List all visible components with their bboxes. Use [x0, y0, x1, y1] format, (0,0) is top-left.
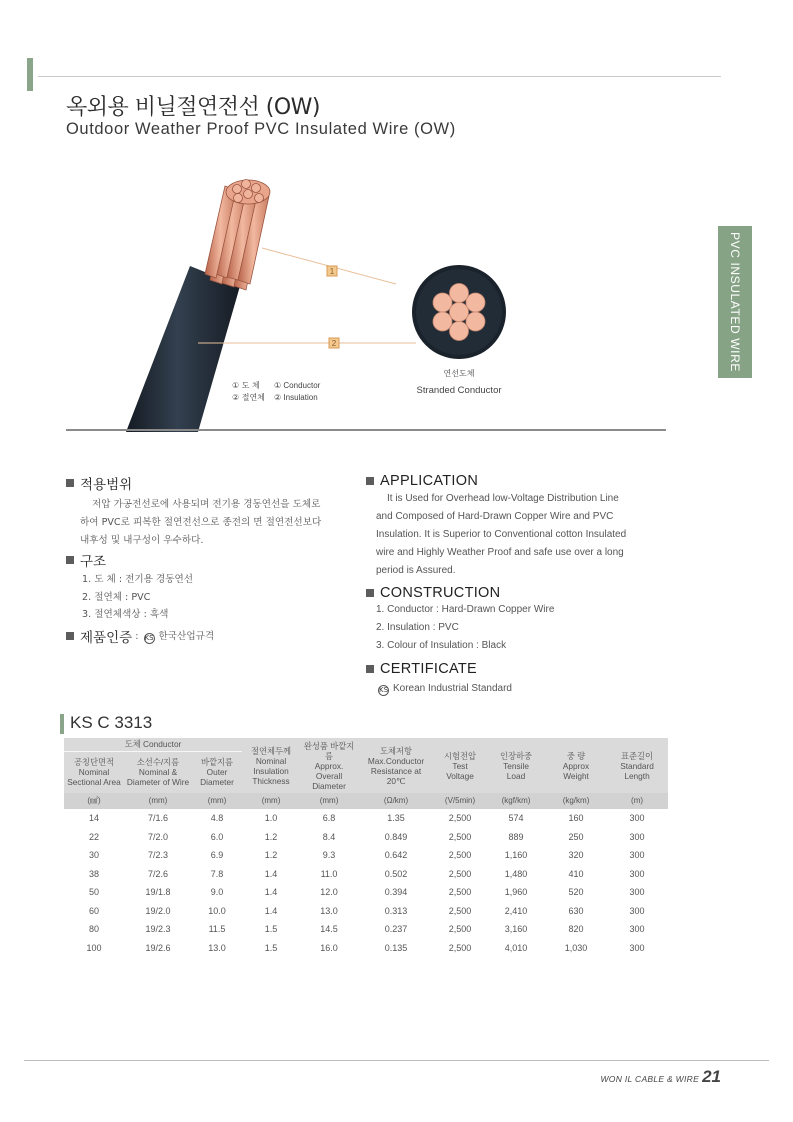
header-line: Voltage	[446, 770, 474, 781]
table-cell: 630	[568, 905, 584, 916]
unit-cell: (㎟)	[64, 793, 124, 809]
table-cell: 1,480	[504, 868, 528, 879]
table-cell: 7/1.6	[147, 813, 169, 824]
header-line: 바깥지름	[200, 757, 234, 768]
table-cell: 11.0	[320, 868, 338, 879]
application-en-line: wire and Highly Weather Proof and safe use over a long	[376, 547, 624, 558]
header-overall-diameter	[300, 738, 358, 793]
application-ko-heading	[66, 473, 352, 493]
header-line: 인장하중	[500, 750, 533, 761]
table-cell: 16.0	[320, 942, 338, 953]
construction-en-heading-text: CONSTRUCTION	[380, 585, 501, 601]
header-tensile-load	[486, 738, 546, 793]
construction-ko-list	[66, 571, 352, 624]
table-cell: 7/2.0	[147, 831, 169, 842]
application-ko-line: 하여 PVC로 피복한 절연전선으로 종전의 면 절연전선보다	[80, 517, 322, 528]
unit-cell: (mm)	[300, 793, 358, 809]
bullet-square	[366, 589, 374, 597]
table-cell: 2,500	[448, 831, 472, 842]
table-cell: 10.0	[208, 905, 226, 916]
callout-marker-insulation	[329, 338, 339, 348]
unit-cell: (mm)	[192, 793, 242, 809]
header-line: Approx.	[314, 760, 344, 771]
table-units-row	[64, 793, 668, 809]
application-ko-line: 저압 가공전선로에 사용되며 전기용 경동연선을 도체로	[92, 499, 321, 510]
legend-ko-conductor: ① 도 체	[232, 381, 260, 390]
table-cell: 60	[88, 905, 99, 916]
header-line: 중 량	[566, 750, 586, 761]
table-cell: 1.5	[264, 924, 278, 935]
table-cell: 4,010	[504, 942, 528, 953]
application-ko-section	[66, 473, 352, 550]
table-cell: 38	[88, 868, 99, 879]
table-cell: 2,500	[448, 887, 472, 898]
table-cell: 2,500	[448, 868, 472, 879]
legend-en-insulation: ② Insulation	[274, 393, 318, 402]
wire-insulation-jacket	[126, 266, 240, 432]
cross-section-diagram	[412, 265, 506, 359]
header-line: 20℃	[386, 775, 406, 786]
header-line: Nominal &	[138, 767, 178, 778]
table-cell: 6.9	[210, 850, 224, 861]
unit-cell: (kg/km)	[546, 793, 606, 809]
table-cell: 3,160	[504, 924, 528, 935]
table-cell: 19/1.8	[145, 887, 171, 898]
standard-accent-bar	[60, 714, 64, 734]
table-row	[64, 865, 668, 884]
header-line: Test	[452, 760, 468, 771]
cross-section-label-en: Stranded Conductor	[416, 385, 502, 396]
table-cell: 22	[88, 831, 99, 842]
header-line: Weight	[563, 770, 589, 781]
certificate-ko-heading-text: 제품인증	[80, 630, 133, 646]
table-cell: 30	[88, 850, 99, 861]
table-cell: 7/2.6	[147, 868, 169, 879]
table-cell: 100	[86, 942, 102, 953]
header-line: Overall	[315, 770, 343, 781]
header-line: 공칭단면적	[73, 757, 115, 768]
footer-divider	[24, 1060, 769, 1061]
header-line: 표준길이	[621, 750, 654, 761]
table-body	[64, 809, 668, 957]
table-header-row	[64, 738, 668, 751]
table-cell: 160	[568, 813, 584, 824]
table-cell: 19/2.3	[145, 924, 171, 935]
table-row	[64, 883, 668, 902]
header-line: 완성품 바깥지름	[303, 740, 355, 761]
table-cell: 300	[629, 942, 645, 953]
construction-ko-item: 1. 도 체 : 전기용 경동연선	[82, 574, 194, 585]
table-cell: 0.394	[384, 887, 408, 898]
table-cell: 250	[568, 831, 584, 842]
construction-en-item: 2. Insulation : PVC	[376, 622, 459, 633]
header-conductor-group: 도체 Conductor	[64, 738, 242, 751]
table-cell: 2,500	[448, 924, 472, 935]
table-cell: 1,160	[504, 850, 528, 861]
header-line: Max.Conductor	[367, 755, 425, 766]
header-line: Length	[624, 770, 650, 781]
header-line: Diameter	[200, 777, 234, 788]
unit-cell: (mm)	[124, 793, 192, 809]
certificate-ko-section	[66, 626, 352, 646]
table-cell: 14	[88, 813, 99, 824]
table-cell: 1.2	[264, 831, 278, 842]
table-cell: 14.5	[320, 924, 338, 935]
certificate-ko-text: 한국산업규격	[158, 631, 215, 642]
cross-section-label-ko: 연선도체	[443, 369, 475, 378]
table-cell: 13.0	[320, 905, 338, 916]
header-line: Thickness	[252, 775, 290, 786]
table-cell: 574	[508, 813, 524, 824]
section-side-tab	[718, 226, 752, 378]
bullet-square	[66, 479, 74, 487]
header-sectional-area	[64, 751, 124, 793]
table-cell: 2,500	[448, 850, 472, 861]
table-cell: 2,500	[448, 942, 472, 953]
header-line: Load	[506, 770, 526, 781]
table-cell: 1.0	[264, 813, 278, 824]
unit-cell: (kgf/km)	[486, 793, 546, 809]
table-cell: 1.5	[264, 942, 278, 953]
table-cell: 300	[629, 831, 645, 842]
table-cell: 520	[568, 887, 584, 898]
table-cell: 820	[568, 924, 584, 935]
certificate-en-value	[366, 680, 664, 698]
unit-cell: (mm)	[242, 793, 300, 809]
table-cell: 80	[88, 924, 99, 935]
application-en-line: Insulation. It is Superior to Conventional cotton Insulated	[376, 529, 627, 540]
table-row	[64, 939, 668, 958]
table-cell: 300	[629, 905, 645, 916]
header-test-voltage	[434, 738, 486, 793]
bullet-square	[66, 556, 74, 564]
wire-conductor-strands	[205, 180, 270, 291]
construction-en-item: 1. Conductor : Hard-Drawn Copper Wire	[376, 604, 555, 615]
table-row	[64, 920, 668, 939]
table-cell: 8.4	[322, 831, 336, 842]
application-en-section	[366, 473, 664, 580]
header-line: 도체저항	[380, 745, 413, 756]
ks-mark-icon: KS	[144, 634, 154, 642]
table-cell: 0.642	[384, 850, 408, 861]
page-title-korean: 옥외용 비닐절연전선 (OW)	[66, 95, 320, 120]
table-cell: 7.8	[210, 868, 224, 879]
table-cell: 410	[568, 868, 584, 879]
table-cell: 6.0	[210, 831, 224, 842]
table-cell: 19/2.6	[145, 942, 171, 953]
callout-marker-conductor	[327, 266, 337, 276]
callout-number-1: 1	[329, 267, 335, 276]
table-row	[64, 902, 668, 921]
ks-mark-icon: KS	[379, 686, 389, 694]
construction-ko-item: 2. 절연체 : PVC	[82, 591, 151, 603]
spec-table	[64, 738, 668, 957]
table-cell: 4.8	[210, 813, 224, 824]
certificate-en-text: Korean Industrial Standard	[393, 683, 512, 694]
header-line: Resistance at	[370, 765, 422, 776]
header-weight	[546, 738, 606, 793]
construction-ko-heading	[66, 550, 352, 570]
table-cell: 889	[508, 831, 524, 842]
page-number: 21	[702, 1067, 721, 1086]
construction-ko-heading-text: 구조	[80, 554, 107, 570]
header-line: Sectional Area	[67, 777, 121, 788]
table-cell: 300	[629, 813, 645, 824]
table-cell: 0.849	[384, 831, 408, 842]
table-cell: 6.8	[322, 813, 336, 824]
header-standard-length	[606, 738, 668, 793]
certificate-ko-heading	[66, 626, 352, 646]
table-cell: 9.0	[210, 887, 224, 898]
header-line: Nominal	[78, 767, 110, 778]
title-accent-bar	[27, 58, 33, 91]
table-cell: 12.0	[320, 887, 338, 898]
table-row	[64, 828, 668, 847]
construction-en-section	[366, 585, 664, 655]
unit-cell: (V/5min)	[434, 793, 486, 809]
table-cell: 0.135	[384, 942, 408, 953]
table-cell: 300	[629, 887, 645, 898]
certificate-ko-separator: :	[132, 630, 142, 642]
table-cell: 1.2	[264, 850, 278, 861]
table-cell: 13.0	[208, 942, 226, 953]
bullet-square	[366, 665, 374, 673]
header-line: Diameter of Wire	[126, 777, 190, 788]
top-divider	[38, 76, 721, 77]
header-wire-diameter	[124, 751, 192, 793]
header-insulation-thickness	[242, 738, 300, 793]
header-line: Approx	[562, 760, 590, 771]
bullet-square	[66, 632, 74, 640]
application-ko-heading-text: 적용범위	[80, 477, 133, 493]
table-cell: 50	[88, 887, 99, 898]
page-title-english: Outdoor Weather Proof PVC Insulated Wire (OW)	[66, 120, 456, 138]
header-line: Outer	[206, 767, 228, 778]
table-cell: 1,960	[504, 887, 528, 898]
application-en-line: and Composed of Hard-Drawn Copper Wire and PVC	[376, 511, 614, 522]
header-line: Nominal	[255, 755, 287, 766]
certificate-en-heading	[366, 661, 664, 677]
table-cell: 300	[629, 850, 645, 861]
table-cell: 300	[629, 924, 645, 935]
construction-en-item: 3. Colour of Insulation : Black	[376, 640, 507, 651]
table-cell: 19/2.0	[145, 905, 171, 916]
footer-brand: WON IL CABLE & WIRE	[600, 1074, 700, 1084]
table-cell: 1.4	[264, 905, 278, 916]
standard-title: KS C 3313	[70, 713, 153, 732]
application-en-heading-text: APPLICATION	[380, 473, 479, 489]
unit-cell: (m)	[606, 793, 668, 809]
construction-ko-item: 3. 절연체색상 : 흑색	[82, 609, 169, 620]
construction-ko-section	[66, 550, 352, 624]
table-cell: 0.313	[384, 905, 408, 916]
certificate-en-section	[366, 661, 664, 698]
header-line: 절연체두께	[250, 745, 292, 756]
wire-illustration	[66, 160, 666, 432]
table-cell: 2,410	[504, 905, 528, 916]
table-cell: 300	[629, 868, 645, 879]
table-cell: 1.4	[264, 868, 278, 879]
header-line: Tensile	[503, 760, 529, 771]
application-en-text	[366, 490, 664, 580]
application-en-line: It is Used for Overhead low-Voltage Distribution Line	[387, 493, 619, 504]
table-cell: 9.3	[322, 850, 336, 861]
table-cell: 1.35	[387, 813, 405, 824]
application-ko-text	[66, 496, 352, 550]
table-row	[64, 809, 668, 828]
table-cell: 320	[568, 850, 584, 861]
application-ko-line: 내후성 및 내구성이 우수하다.	[80, 535, 204, 546]
table-row	[64, 846, 668, 865]
table-cell: 0.237	[384, 924, 408, 935]
table-cell: 1.4	[264, 887, 278, 898]
header-line: Standard	[620, 760, 654, 771]
legend-en-conductor: ① Conductor	[274, 381, 321, 390]
page-footer	[600, 1067, 721, 1087]
header-line: Insulation	[253, 765, 289, 776]
unit-cell: (Ω/km)	[358, 793, 434, 809]
certificate-en-heading-text: CERTIFICATE	[380, 661, 478, 677]
table-cell: 1,030	[564, 942, 588, 953]
table-cell: 2,500	[448, 905, 472, 916]
header-line: Diameter	[312, 780, 346, 791]
illustration-divider	[66, 429, 666, 431]
table-cell: 7/2.3	[147, 850, 169, 861]
side-tab-label: PVC INSULATED WIRE	[728, 232, 742, 372]
header-conductor-resistance	[358, 738, 434, 793]
bullet-square	[366, 477, 374, 485]
application-en-heading	[366, 473, 664, 489]
header-outer-diameter	[192, 751, 242, 793]
header-line: 시험전압	[444, 750, 477, 761]
table-cell: 0.502	[384, 868, 408, 879]
construction-en-list	[366, 601, 664, 655]
table-cell: 11.5	[208, 924, 226, 935]
callout-number-2: 2	[331, 339, 337, 348]
certificate-ko-value	[144, 628, 215, 644]
application-en-line: period is Assured.	[376, 565, 456, 576]
header-line: 소선수/지름	[136, 757, 180, 768]
legend-ko-insulation: ② 절연체	[232, 393, 265, 402]
construction-en-heading	[366, 585, 664, 601]
table-cell: 2,500	[448, 813, 472, 824]
